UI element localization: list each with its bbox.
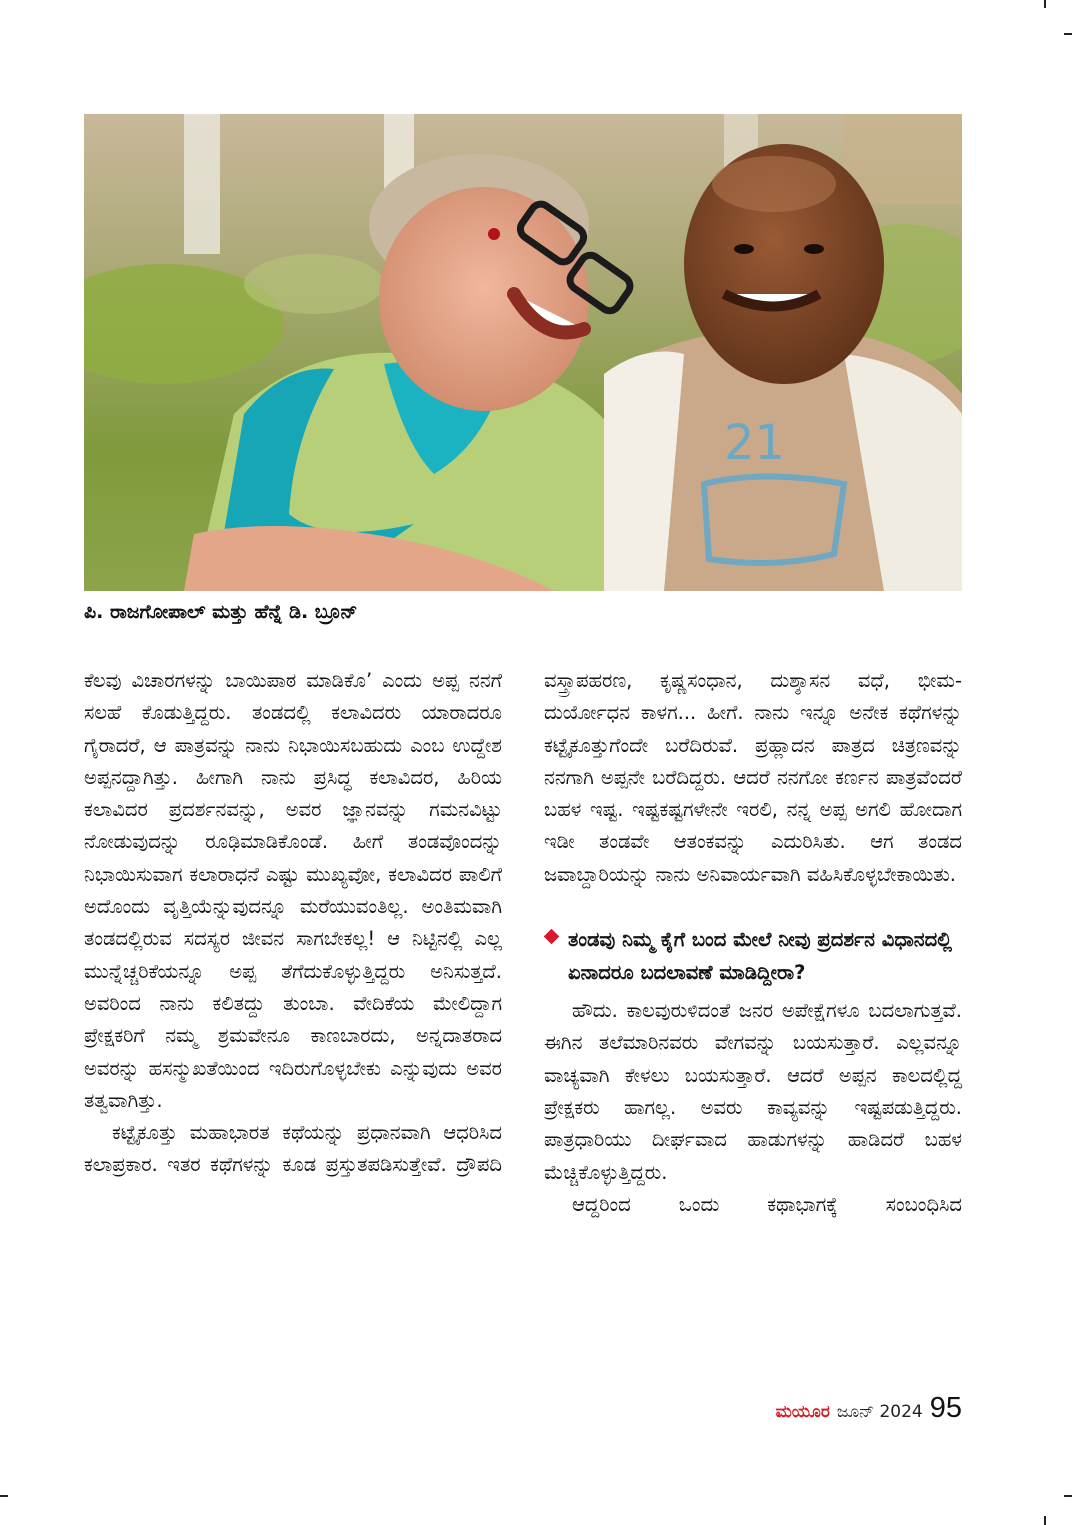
interview-question: [544, 923, 962, 989]
photo-caption: ಪಿ. ರಾಜಗೋಪಾಲ್ ಮತ್ತು ಹೆನ್ನೆ ಡಿ. ಬ್ರೂನ್: [84, 601, 358, 623]
right-paragraph-1: ವಸ್ತ್ರಾಪಹರಣ, ಕೃಷ್ಣಸಂಧಾನ, ದುಶ್ಶಾಸನ ವಧೆ, ಭೀಮ-ದುರ್ಯೋಧನ ಕಾಳಗ... ಹೀಗೆ. ನಾನು ಇನ್ನೂ ಅನೇಕ ಕಥೆಗಳನ್ನು ಕಟ್ಟೈಕೂತ್ತುಗೆಂದೇ ಬರೆದಿರುವೆ. ಪ್ರಹ್ಲಾದನ ಪಾತ್ರದ ಚಿತ್ರಣವನ್ನು ನನಗಾಗಿ ಅಪ್ಪನೇ ಬರೆದಿದ್ದರು. ಆದರೆ ನನಗೋ ಕರ್ಣನ ಪಾತ್ರವೆಂದರೆ ಬಹಳ ಇಷ್ಟ. ಇಷ್ಟಕಷ್ಟಗಳೇನೇ ಇರಲಿ, ನನ್ನ ಅಪ್ಪ ಅಗಲಿ ಹೋದಾಗ ಇಡೀ ತಂಡವೇ ಆತಂಕವನ್ನು ಎದುರಿಸಿತು. ಆಗ ತಂಡದ ಜವಾಬ್ದಾರಿಯನ್ನು ನಾನು ಅನಿವಾರ್ಯವಾಗಿ ವಹಿಸಿಕೊಳ್ಳಬೇಕಾಯಿತು.: [544, 669, 962, 886]
crop-mark-bottom: [1044, 1516, 1046, 1525]
crop-mark-right-bottom: [1064, 1495, 1072, 1497]
left-paragraph-1: ಕೆಲವು ವಿಚಾರಗಳನ್ನು ಬಾಯಿಪಾಠ ಮಾಡಿಕೊ’ ಎಂದು ಅಪ್ಪ ನನಗೆ ಸಲಹೆ ಕೊಡುತ್ತಿದ್ದರು. ತಂಡದಲ್ಲಿ ಕಲಾವಿದರು ಯಾರಾದರೂ ಗೈರಾದರೆ, ಆ ಪಾತ್ರವನ್ನು ನಾನು ನಿಭಾಯಿಸಬಹುದು ಎಂಬ ಉದ್ದೇಶ ಅಪ್ಪನದ್ದಾಗಿತ್ತು. ಹೀಗಾಗಿ ನಾನು ಪ್ರಸಿದ್ಧ ಕಲಾವಿದರ, ಹಿರಿಯ ಕಲಾವಿದರ ಪ್ರದರ್ಶನವನ್ನು, ಅವರ ಜ್ಞಾನವನ್ನು ಗಮನವಿಟ್ಟು ನೋಡುವುದನ್ನು ರೂಢಿಮಾಡಿಕೊಂಡೆ. ಹೀಗೆ ತಂಡವೊಂದನ್ನು ನಿಭಾಯಿಸುವಾಗ ಕಲಾರಾಧನೆ ಎಷ್ಟು ಮುಖ್ಯವೋ, ಕಲಾವಿದರ ಪಾಲಿಗೆ ಅದೊಂದು ವೃತ್ತಿಯೆನ್ನುವುದನ್ನೂ ಮರೆಯುವಂತಿಲ್ಲ. ಅಂತಿಮವಾಗಿ ತಂಡದಲ್ಲಿರುವ ಸದಸ್ಯರ ಜೀವನ ಸಾಗಬೇಕಲ್ಲ! ಆ ನಿಟ್ಟಿನಲ್ಲಿ ಎಲ್ಲ ಮುನ್ನೆಚ್ಚರಿಕೆಯನ್ನೂ ಅಪ್ಪ ತೆಗೆದುಕೊಳ್ಳುತ್ತಿದ್ದರು ಅನಿಸುತ್ತದೆ. ಅವರಿಂದ ನಾನು ಕಲಿತದ್ದು ತುಂಬಾ. ವೇದಿಕೆಯ ಮೇಲಿದ್ದಾಗ ಪ್ರೇಕ್ಷಕರಿಗೆ ನಮ್ಮ ಶ್ರಮವೇನೂ ಕಾಣಬಾರದು, ಅನ್ನದಾತರಾದ ಅವರನ್ನು ಹಸನ್ಮುಖತೆಯಿಂದ ಇದಿರುಗೊಳ್ಳಬೇಕು ಎನ್ನುವುದು ಅವರ ತತ್ವವಾಗಿತ್ತು.: [84, 669, 502, 1112]
crop-mark-right: [1064, 33, 1072, 35]
crop-mark-left-bottom: [0, 1495, 8, 1497]
page-number: 95: [929, 1392, 962, 1424]
crop-mark-top: [1044, 0, 1046, 8]
svg-text:21: 21: [724, 415, 786, 471]
issue-date: ಜೂನ್ 2024: [836, 1402, 923, 1422]
bullet-diamond-icon: [544, 929, 560, 945]
left-paragraph-2: ಕಟ್ಟೈಕೂತ್ತು ಮಹಾಭಾರತ ಕಥೆಯನ್ನು ಪ್ರಧಾನವಾಗಿ ಆಧರಿಸಿದ ಕಲಾಪ್ರಕಾರ. ಇತರ ಕಥೆಗಳನ್ನು ಕೂಡ ಪ್ರಸ್ತುತಪಡಿಸುತ್ತೇವೆ. ದ್ರೌಪದಿ: [84, 1121, 502, 1177]
page-footer: [748, 1392, 962, 1426]
right-column: [544, 665, 962, 1221]
right-paragraph-3: ಆದ್ದರಿಂದ ಒಂದು ಕಥಾಭಾಗಕ್ಕೆ ಸಂಬಂಧಿಸಿದ: [572, 1192, 962, 1216]
couple-photo-icon: [84, 114, 962, 591]
right-paragraph-2: ಹೌದು. ಕಾಲವುರುಳಿದಂತೆ ಜನರ ಅಪೇಕ್ಷೆಗಳೂ ಬದಲಾಗುತ್ತವೆ. ಈಗಿನ ತಲೆಮಾರಿನವರು ವೇಗವನ್ನು ಬಯಸುತ್ತಾರೆ. ಎಲ್ಲವನ್ನೂ ವಾಚ್ಯವಾಗಿ ಕೇಳಲು ಬಯಸುತ್ತಾರೆ. ಆದರೆ ಅಪ್ಪನ ಕಾಲದಲ್ಲಿದ್ದ ಪ್ರೇಕ್ಷಕರು ಹಾಗಲ್ಲ. ಅವರು ಕಾವ್ಯವನ್ನು ಇಷ್ಟಪಡುತ್ತಿದ್ದರು. ಪಾತ್ರಧಾರಿಯು ದೀರ್ಘವಾದ ಹಾಡುಗಳನ್ನು ಹಾಡಿದರೆ ಬಹಳ ಮೆಚ್ಚಿಕೊಳ್ಳುತ್ತಿದ್ದರು.: [544, 999, 962, 1184]
interview-question-text: ತಂಡವು ನಿಮ್ಮ ಕೈಗೆ ಬಂದ ಮೇಲೆ ನೀವು ಪ್ರದರ್ಶನ ವಿಧಾನದಲ್ಲಿ ಏನಾದರೂ ಬದಲಾವಣೆ ಮಾಡಿದ್ದೀರಾ?: [568, 928, 952, 985]
article-photo: [84, 114, 962, 591]
magazine-brand: ಮಯೂರ: [775, 1402, 830, 1422]
left-column: [84, 665, 502, 1182]
